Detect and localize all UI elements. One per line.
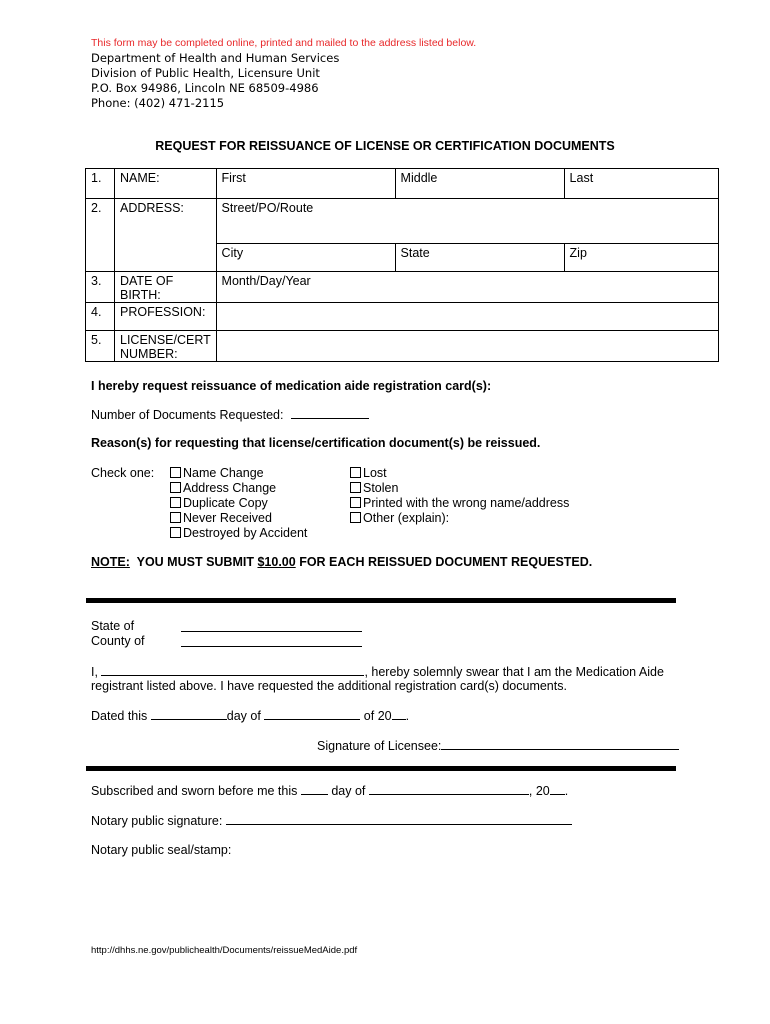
reason-lost[interactable]: Lost [350,466,569,481]
checkbox-icon[interactable] [170,482,181,493]
state-input[interactable] [181,631,362,632]
agency-address: P.O. Box 94986, Lincoln NE 68509-4986 [91,81,319,95]
dated-month-input[interactable] [264,708,360,720]
first-name-field[interactable]: First [216,169,395,199]
notary-day-input[interactable] [301,783,328,795]
oath-line-2: registrant listed above. I have requested the additional registration card(s) documents. [91,679,567,693]
county-of-label: County of [91,634,145,648]
num-docs-input[interactable] [291,407,369,419]
check-one-label: Check one: [91,466,155,480]
last-name-field[interactable]: Last [564,169,718,199]
dated-row: Dated this day of of 20 . [91,709,410,723]
checkbox-icon[interactable] [170,467,181,478]
name-label: NAME: [115,169,217,199]
licensee-signature-input[interactable] [441,738,679,750]
agency-phone: Phone: (402) 471-2115 [91,96,225,110]
row-number: 2. [86,199,115,272]
checkbox-icon[interactable] [350,497,361,508]
middle-name-field[interactable]: Middle [395,169,564,199]
reason-wrong-name[interactable]: Printed with the wrong name/address [350,496,569,511]
row-address [86,199,719,244]
dated-day-input[interactable] [151,708,227,720]
form-title: REQUEST FOR REISSUANCE OF LICENSE OR CERTIFICATION DOCUMENTS [155,139,615,153]
checkbox-icon[interactable] [170,497,181,508]
note-text: YOU MUST SUBMIT [136,555,254,569]
zip-field[interactable]: Zip [564,244,718,272]
license-number-field[interactable] [216,331,718,362]
city-field[interactable]: City [216,244,395,272]
row-dob [86,272,719,303]
oath-line-1: I, , hereby solemnly swear that I am the Medication Aide [91,665,664,679]
section-divider [86,598,676,603]
reason-address-change[interactable]: Address Change [170,481,307,496]
reason-name-change[interactable]: Name Change [170,466,307,481]
note-text-end: FOR EACH REISSUED DOCUMENT REQUESTED. [299,555,593,569]
footer-url: http://dhhs.ne.gov/publichealth/Documents/reissueMedAide.pdf [91,945,358,956]
reason-stolen[interactable]: Stolen [350,481,569,496]
agency-division: Division of Public Health, Licensure Unit [91,66,320,80]
request-heading: I hereby request reissuance of medication aide registration card(s): [91,379,492,393]
dob-label: DATE OF BIRTH: [115,272,217,303]
subscribed-row: Subscribed and sworn before me this day of , 20 . [91,784,569,798]
reasons-heading: Reason(s) for requesting that license/certification document(s) be reissued. [91,436,541,450]
state-of-label: State of [91,619,135,633]
online-notice: This form may be completed online, printed and mailed to the address listed below. [91,37,477,49]
agency-name: Department of Health and Human Services [91,51,340,65]
reasons-right-list [350,466,569,526]
profession-field[interactable] [216,303,718,331]
section-divider [86,766,676,771]
checkbox-icon[interactable] [350,482,361,493]
address-label: ADDRESS: [115,199,217,272]
row-number: 5. [86,331,115,362]
checkbox-icon[interactable] [350,512,361,523]
row-license [86,331,719,362]
reason-destroyed[interactable]: Destroyed by Accident [170,526,307,541]
applicant-info-table [85,168,719,362]
notary-seal-label: Notary public seal/stamp: [91,843,232,857]
num-docs-row [91,407,369,422]
row-profession [86,303,719,331]
notary-signature-input[interactable] [226,813,572,825]
checkbox-icon[interactable] [170,527,181,538]
note-label: NOTE: [91,555,130,569]
county-input[interactable] [181,646,362,647]
notary-year-input[interactable] [550,783,565,795]
affiant-name-input[interactable] [101,664,364,676]
notary-month-input[interactable] [369,783,529,795]
dob-field[interactable]: Month/Day/Year [216,272,718,303]
license-label: LICENSE/CERT NUMBER: [115,331,217,362]
dated-year-input[interactable] [392,708,406,720]
reason-never-received[interactable]: Never Received [170,511,307,526]
profession-label: PROFESSION: [115,303,217,331]
licensee-signature-row: Signature of Licensee: [317,738,679,753]
reasons-left-list [170,466,307,541]
notary-signature-row: Notary public signature: [91,813,572,828]
num-docs-label: Number of Documents Requested: [91,408,284,422]
reason-duplicate-copy[interactable]: Duplicate Copy [170,496,307,511]
checkbox-icon[interactable] [350,467,361,478]
fee-note [91,555,592,569]
state-field[interactable]: State [395,244,564,272]
row-number: 3. [86,272,115,303]
reason-other[interactable]: Other (explain): [350,511,569,526]
street-field[interactable]: Street/PO/Route [216,199,718,244]
row-name [86,169,719,199]
row-number: 1. [86,169,115,199]
note-amount: $10.00 [257,555,296,569]
row-number: 4. [86,303,115,331]
checkbox-icon[interactable] [170,512,181,523]
